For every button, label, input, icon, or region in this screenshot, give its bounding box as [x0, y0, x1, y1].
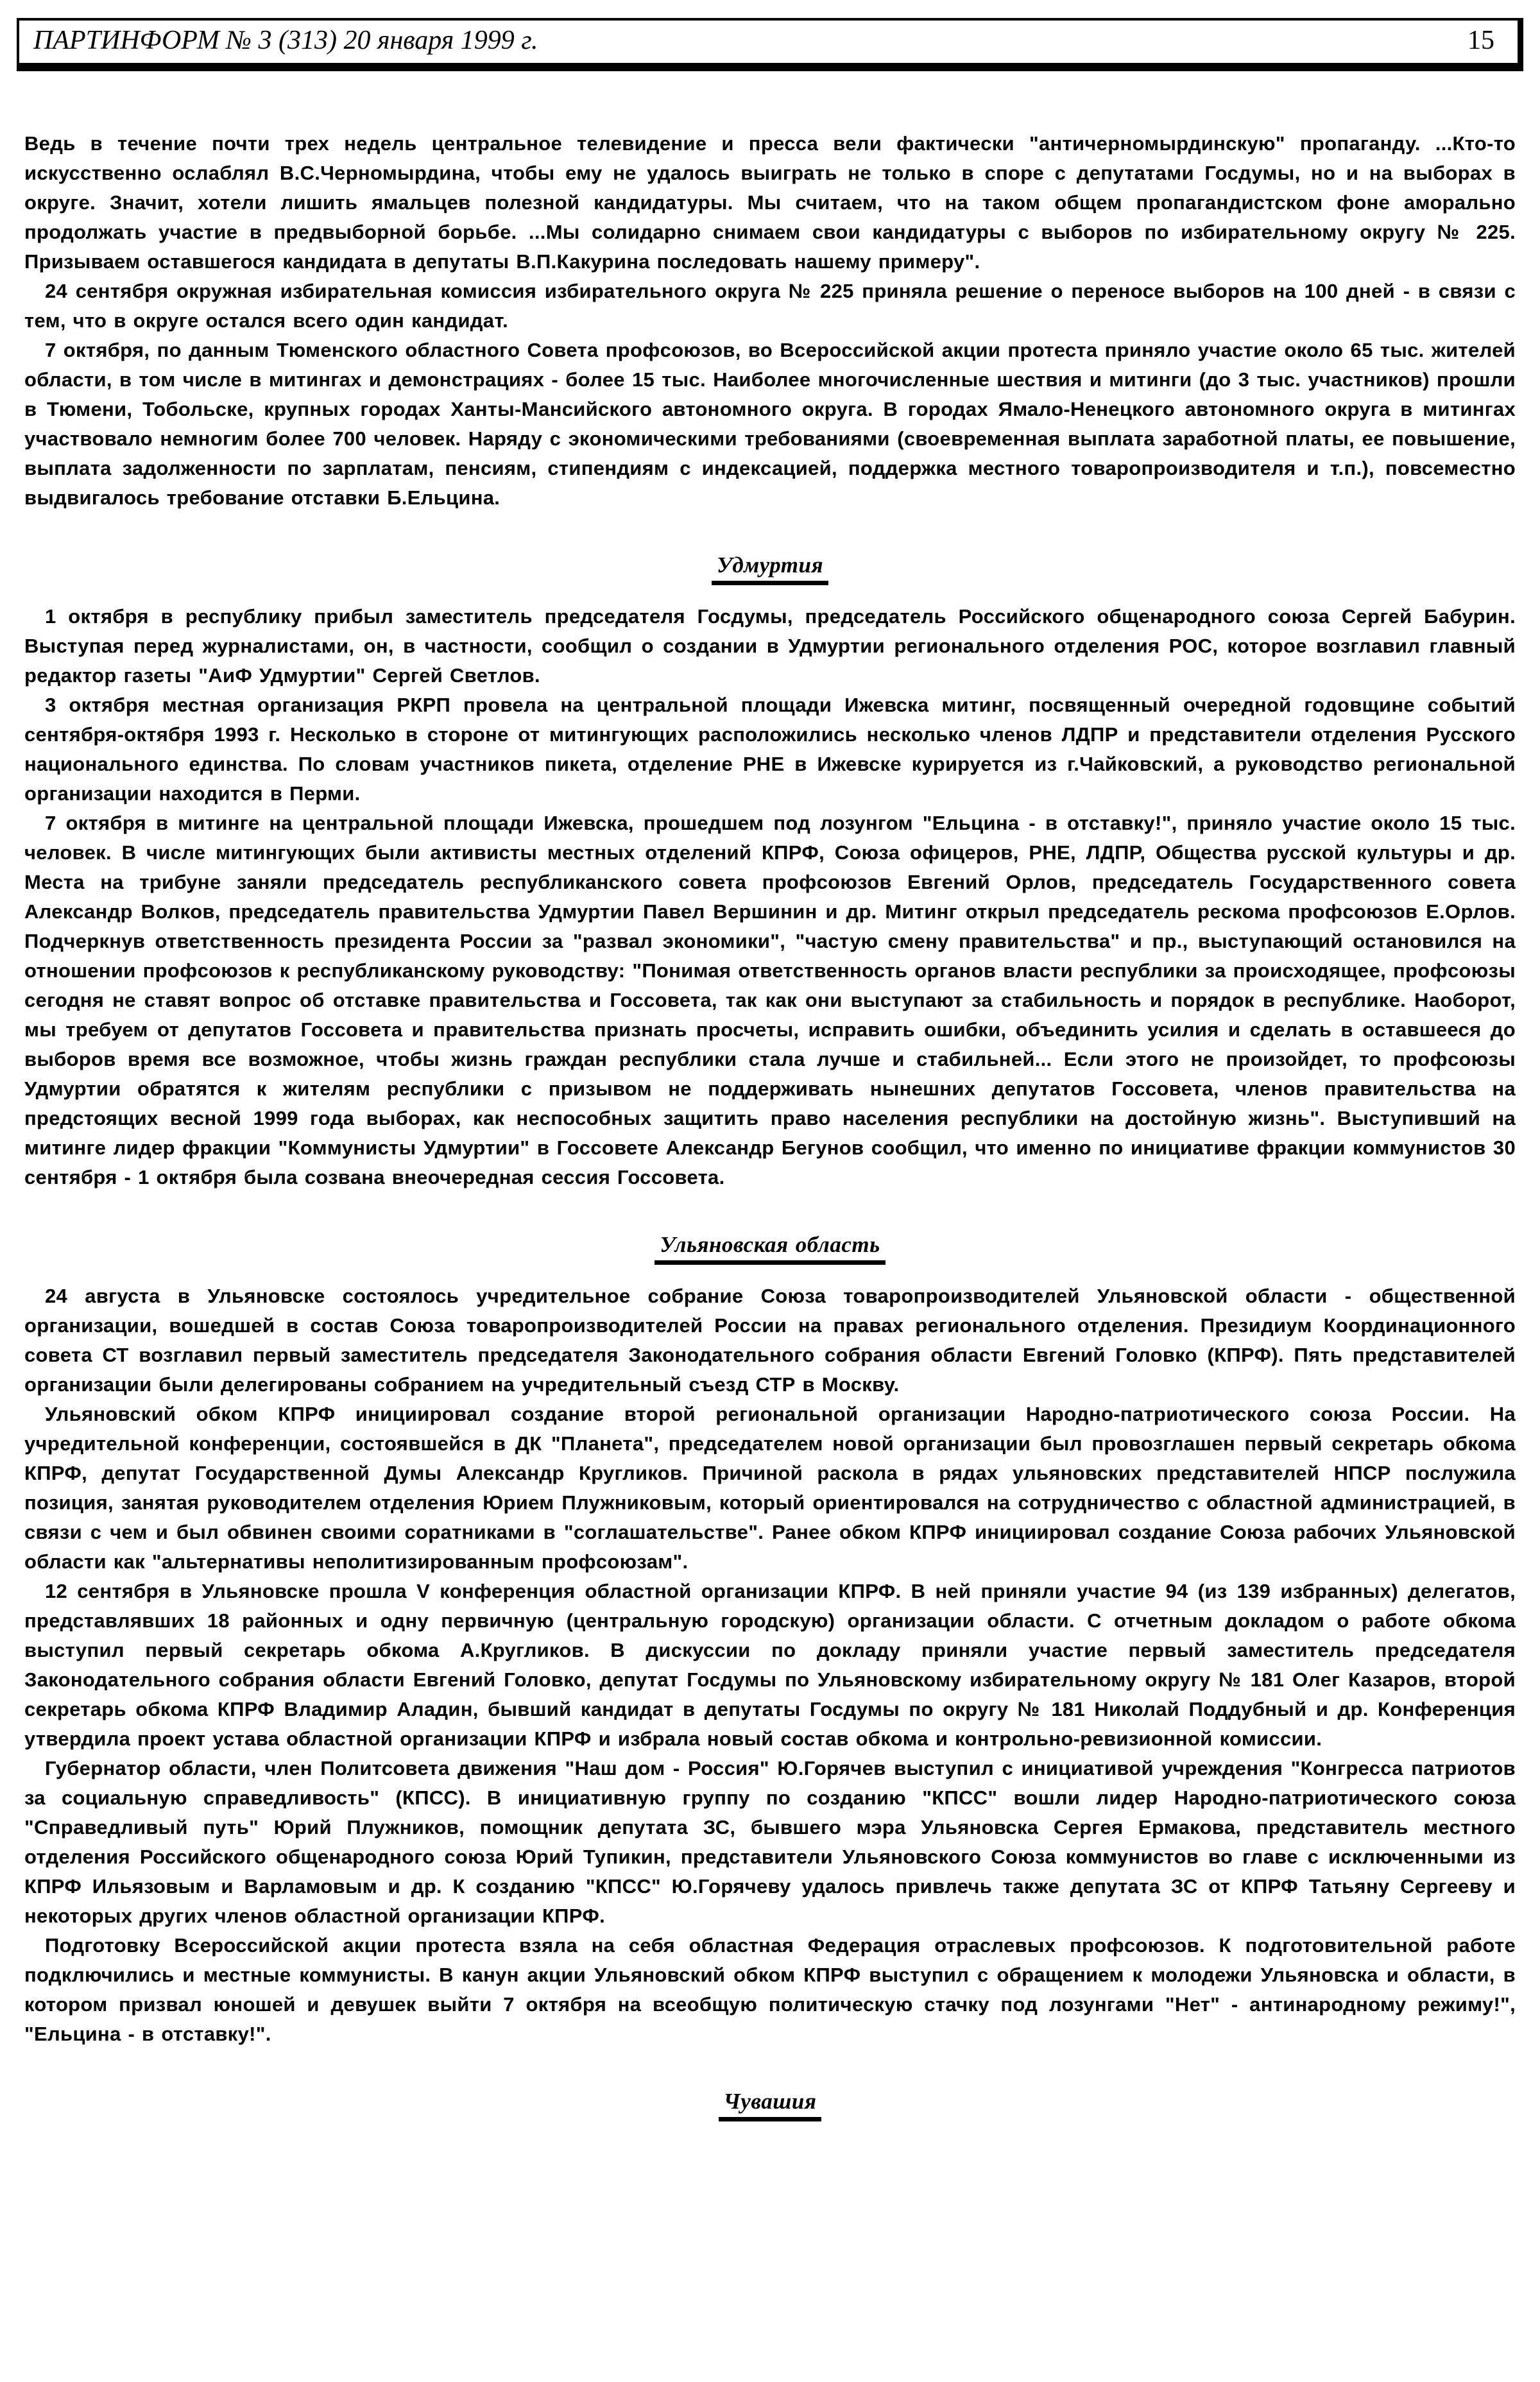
paragraph: 7 октября в митинге на центральной площади Ижевска, прошедшем под лозунгом "Ельцина - в отставку!", приняло участие около 15 тыс. человек. В числе митингующих были активисты местных отделений КПРФ, Союза офицеров, РНЕ, ЛДПР, Общества русской культуры и др. Места на трибуне заняли председатель республиканского совета профсоюзов Евгений Орлов, председатель Государственного совета Александр Волков, председатель правительства Удмуртии Павел Вершинин и др. Митинг открыл председатель рескома профсоюзов Е.Орлов. Подчеркнув ответственность президента России за "развал экономики", "частую смену правительства" и пр., выступающий остановился на отношении профсоюзов к республиканскому руководству: "Понимая ответственность органов власти республики за происходящее, профсоюзы сегодня не ставят вопрос об отставке правительства и Госсовета, так как они выступают за стабильность и порядок в республике. Наоборот, мы требуем от депутатов Госсовета и правительства признать просчеты, исправить ошибки, объединить усилия и сделать в оставшееся до выборов время все возможное, чтобы жизнь граждан республики стала лучше и стабильней... Если этого не произойдет, то профсоюзы Удмуртии обратятся к жителям республики с призывом не поддерживать нынешних депутатов Госсовета, членов правительства на предстоящих весной 1999 года выборах, как неспособных защитить право населения республики на достойную жизнь". Выступивший на митинге лидер фракции "Коммунисты Удмуртии" в Госсовете Александр Бегунов сообщил, что именно по инициативе фракции коммунистов 30 сентября - 1 октября была созвана внеочередная сессия Госсовета. — [24, 812, 1516, 1188]
newsletter-title: ПАРТИНФОРМ № 3 (313) 20 января 1999 г. — [33, 26, 538, 55]
paragraph: 1 октября в республику прибыл заместитель председателя Госдумы, председатель Российского общенародного союза Сергей Бабурин. Выступая перед журналистами, он, в частности, сообщил о создании в Удмуртии регионального отделения РОС, которое возглавил главный редактор газеты "АиФ Удмуртии" Сергей Светлов. — [24, 605, 1516, 687]
page-number: 15 — [1467, 26, 1494, 55]
paragraph: Губернатор области, член Политсовета движения "Наш дом - Россия" Ю.Горячев выступил с инициативой учреждения "Конгресса патриотов за социальную справедливость" (КПСС). В инициативную группу по созданию "КПСС" вошли лидер Народно-патриотического союза "Справедливый путь" Юрий Плужников, помощник депутата ЗС, бывшего мэра Ульяновска Сергея Ермакова, представитель местного отделения Российского общенародного союза Юрий Тупикин, представители Ульяновского Союза коммунистов во главе с исключенными из КПРФ Ильязовым и Варламовым и др. К созданию "КПСС" Ю.Горячеву удалось привлечь также депутата ЗС от КПРФ Татьяну Сергееву и некоторых других членов областной организации КПРФ. — [24, 1757, 1516, 1927]
section-heading-text: Чувашия — [719, 2089, 822, 2121]
section-heading-ulyanovsk — [24, 1232, 1516, 1265]
section-heading-text: Ульяновская область — [654, 1232, 885, 1265]
paragraph: 12 сентября в Ульяновске прошла V конференция областной организации КПРФ. В ней приняли участие 94 (из 139 избранных) делегатов, представлявших 18 районных и одну первичную (центральную городскую) организации области. С отчетным докладом о работе обкома выступил первый секретарь обкома А.Кругликов. В дискуссии по докладу приняли участие первый заместитель председателя Законодательного собрания области Евгений Головко, депутат Госдумы по Ульяновскому избирательному округу № 181 Олег Казаров, второй секретарь обкома КПРФ Владимир Аладин, бывший кандидат в депутаты Госдумы по округу № 181 Николай Поддубный и др. Конференция утвердила проект устава областной организации КПРФ и избрала новый состав обкома и контрольно-ревизионной комиссии. — [24, 1580, 1516, 1750]
paragraph: 24 сентября окружная избирательная комиссия избирательного округа № 225 приняла решение о переносе выборов на 100 дней - в связи с тем, что в округе остался всего один кандидат. — [24, 280, 1516, 332]
paragraph: 3 октября местная организация РКРП провела на центральной площади Ижевска митинг, посвященный очередной годовщине событий сентября-октября 1993 г. Несколько в стороне от митингующих расположились несколько членов ЛДПР и представители отделения Русского национального единства. По словам участников пикета, отделение РНЕ в Ижевске курируется из г.Чайковский, а руководство региональной организации находится в Перми. — [24, 694, 1516, 805]
paragraph: Ульяновский обком КПРФ инициировал создание второй региональной организации Народно-патриотического союза России. На учредительной конференции, состоявшейся в ДК "Планета", председателем новой организации был провозглашен первый секретарь обкома КПРФ, депутат Государственной Думы Александр Кругликов. Причиной раскола в рядах ульяновских представителей НПСР послужила позиция, занятая руководителем отделения Юрием Плужниковым, который ориентировался на сотрудничество с областной администрацией, в связи с чем и был обвинен своими соратниками в "соглашательстве". Ранее обком КПРФ инициировал создание Союза рабочих Ульяновской области как "альтернативы неполитизированным профсоюзам". — [24, 1403, 1516, 1573]
article-content — [24, 129, 1516, 2121]
paragraph: Ведь в течение почти трех недель центральное телевидение и пресса вели фактически "античерномырдинскую" пропаганду. ...Кто-то искусственно ослаблял В.С.Черномырдина, чтобы ему не удалось выиграть не только в споре с депутатами Госдумы, но и на выборах в округе. Значит, хотели лишить ямальцев полезной кандидатуры. Мы считаем, что на таком общем пропагандистском фоне аморально продолжать участие в предвыборной борьбе. ...Мы солидарно снимаем свои кандидатуры с выборов по избирательному округу № 225. Призываем оставшегося кандидата в депутаты В.П.Какурина последовать нашему примеру". — [24, 132, 1516, 273]
section-heading-chuvashia — [24, 2089, 1516, 2121]
paragraph: 24 августа в Ульяновске состоялось учредительное собрание Союза товаропроизводителей Ульяновской области - общественной организации, вошедшей в состав Союза товаропроизводителей России на правах регионального отделения. Президиум Координационного совета СТ возглавил первый заместитель председателя Законодательного собрания области Евгений Головко (КПРФ). Пять представителей организации были делегированы собранием на учредительный съезд СТР в Москву. — [24, 1285, 1516, 1396]
paragraph: Подготовку Всероссийской акции протеста взяла на себя областная Федерация отраслевых профсоюзов. К подготовительной работе подключились и местные коммунисты. В канун акции Ульяновский обком КПРФ выступил с обращением к молодежи Ульяновска и области, в котором призвал юношей и девушек выйти 7 октября на всеобщую политическую стачку под лозунгами "Нет" - антинародному режиму!", "Ельцина - в отставку!". — [24, 1934, 1516, 2045]
page-header — [17, 18, 1523, 71]
paragraph: 7 октября, по данным Тюменского областного Совета профсоюзов, во Всероссийской акции протеста приняло участие около 65 тыс. жителей области, в том числе в митингах и демонстрациях - более 15 тыс. Наиболее многочисленные шествия и митинги (до 3 тыс. участников) прошли в Тюмени, Тобольске, крупных городах Ханты-Мансийского автономного округа. В городах Ямало-Ненецкого автономного округа в митингах участвовало немногим более 700 человек. Наряду с экономическими требованиями (своевременная выплата заработной платы, ее повышение, выплата задолженности по зарплатам, пенсиям, стипендиям с индексацией, поддержка местного товаропроизводителя и т.п.), повсеместно выдвигалось требование отставки Б.Ельцина. — [24, 339, 1516, 509]
section-heading-udmurtia — [24, 553, 1516, 585]
section-heading-text: Удмуртия — [712, 553, 828, 585]
